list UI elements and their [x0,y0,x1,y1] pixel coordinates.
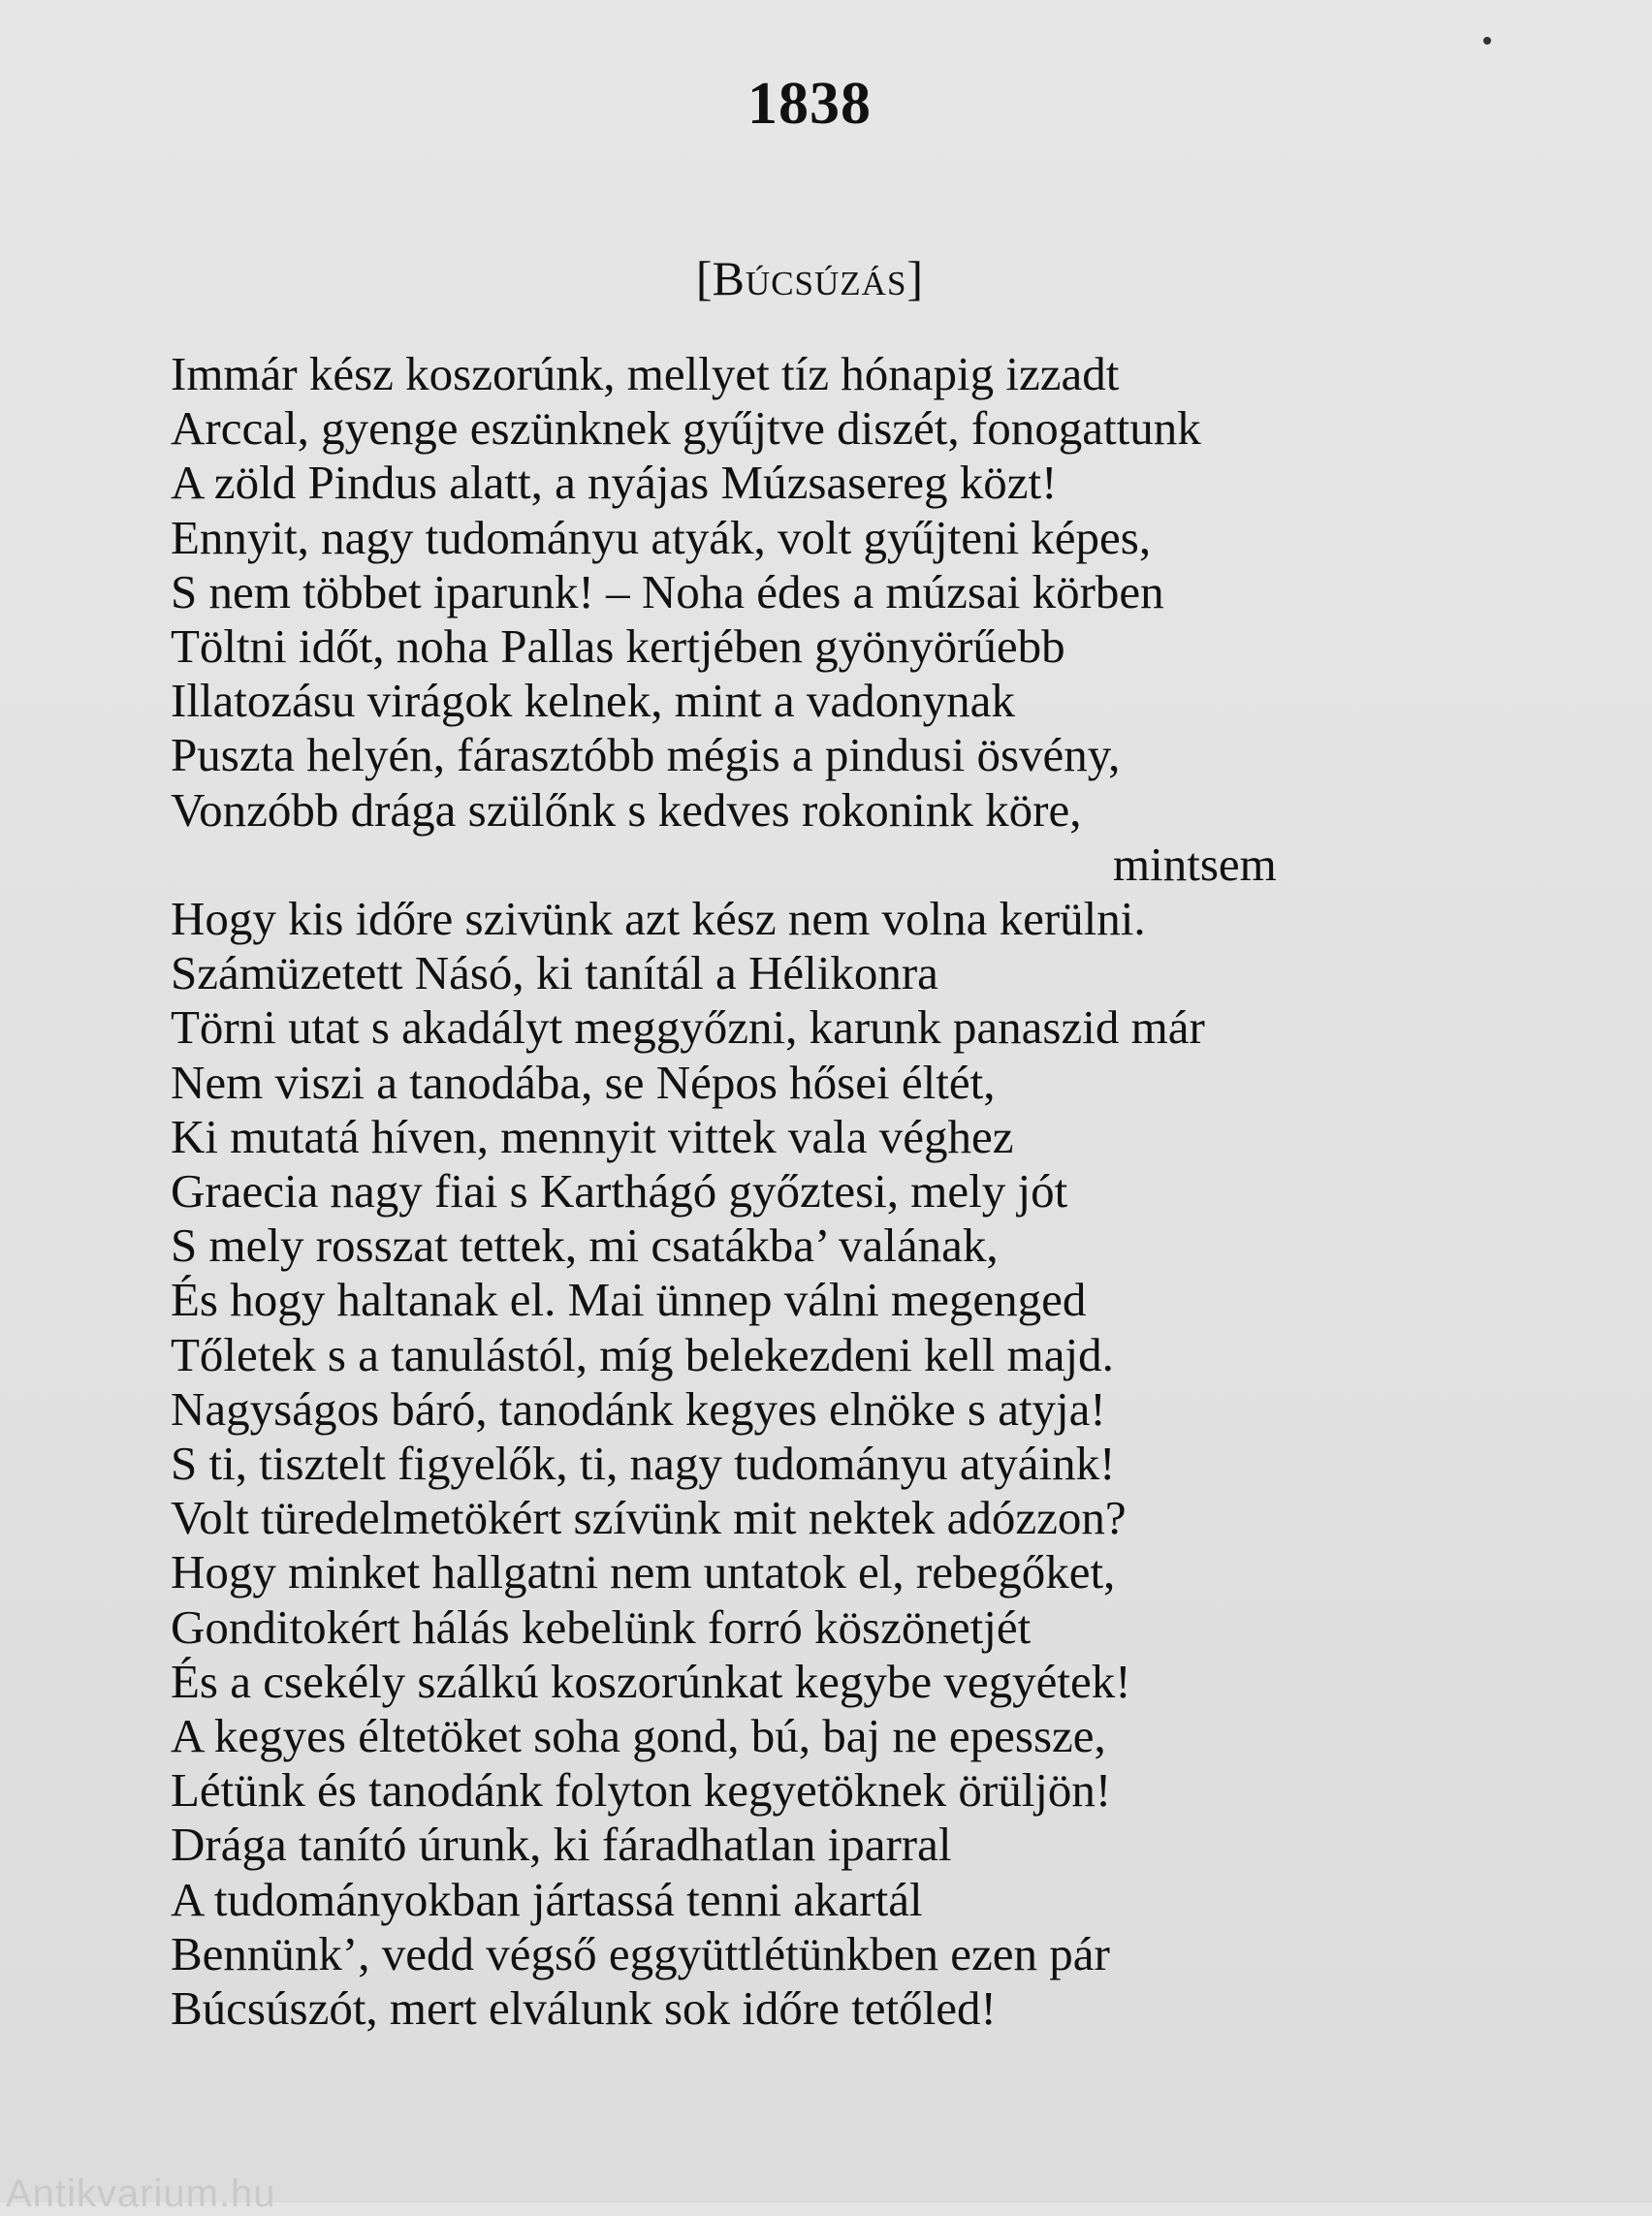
poem-line: A kegyes éltetöket soha gond, bú, baj ne epessze, [171,1709,1106,1763]
title-bracket-open: [ [695,251,713,305]
poem-line: Tőletek s a tanulástól, míg belekezdeni kell majd. [171,1327,1114,1381]
poem-line: Ennyit, nagy tudományu atyák, volt gyűjteni képes, [171,510,1152,564]
poem-line: Volt türedelmetökért szívünk mit nektek adózzon? [171,1491,1127,1545]
poem-title [0,250,1619,306]
poem-line: És hogy haltanak el. Mai ünnep válni megenged [171,1273,1087,1327]
poem-line: Hogy minket hallgatni nem untatok el, rebegőket, [171,1545,1116,1599]
poem-line: Nagyságos báró, tanodánk kegyes elnöke s atyja! [171,1381,1106,1436]
poem-line: A tudományokban jártassá tenni akartál [171,1872,923,1926]
poem-line: Törni utat s akadályt meggyőzni, karunk panaszid már [171,1000,1205,1055]
title-text: Búcsúzás [712,251,907,305]
poem-line: S ti, tisztelt figyelők, ti, nagy tudományu atyáink! [171,1437,1116,1491]
poem-line: Bennünk’, vedd végső eggyüttlétünkben ezen pár [171,1926,1110,1980]
poem-line: Gonditokért hálás kebelünk forró köszönetjét [171,1599,1032,1654]
poem-body [171,347,1528,2036]
title-bracket-close: ] [906,251,924,305]
poem-line: A zöld Pindus alatt, a nyájas Múzsasereg közt! [171,456,1058,510]
poem-line: Nem viszi a tanodába, se Népos hősei éltét, [171,1055,996,1109]
poem-line: Arccal, gyenge eszünknek gyűjtve diszét, fonogattunk [171,401,1201,456]
watermark-text: Antikvarium.hu [6,2172,276,2215]
poem-line: Vonzóbb drága szülőnk s kedves rokonink köre, [171,782,1082,837]
poem-line-continuation: mintsem [1113,837,1277,891]
speck-mark [1483,37,1491,45]
poem-line: S mely rosszat tettek, mi csatákba’ valának, [171,1219,999,1273]
year-heading: 1838 [747,71,872,137]
poem-line: Számüzetett Násó, ki tanítál a Hélikonra [171,946,938,1000]
poem-line: Ki mutatá híven, mennyit vittek vala véghez [171,1109,1014,1163]
poem-line: És a csekély szálkú koszorúnkat kegybe vegyétek! [171,1654,1131,1708]
poem-line: Búcsúszót, mert elválunk sok időre tetőled! [171,1981,997,2036]
poem-line: Töltni időt, noha Pallas kertjében gyönyörűebb [171,619,1065,674]
poem-line: Drága tanító úrunk, ki fáradhatlan iparral [171,1818,952,1872]
poem-line: Immár kész koszorúnk, mellyet tíz hónapig izzadt [171,347,1120,400]
poem-line: Puszta helyén, fárasztóbb mégis a pindusi ösvény, [171,728,1121,782]
poem-line: Graecia nagy fiai s Karthágó győztesi, mely jót [171,1164,1068,1219]
poem-line: Létünk és tanodánk folyton kegyetöknek örüljön! [171,1763,1112,1818]
poem-line: Illatozásu virágok kelnek, mint a vadonynak [171,674,1015,728]
poem-line: Hogy kis időre szivünk azt kész nem volna kerülni. [171,892,1146,946]
poem-line: S nem többet iparunk! – Noha édes a múzsai körben [171,564,1164,618]
